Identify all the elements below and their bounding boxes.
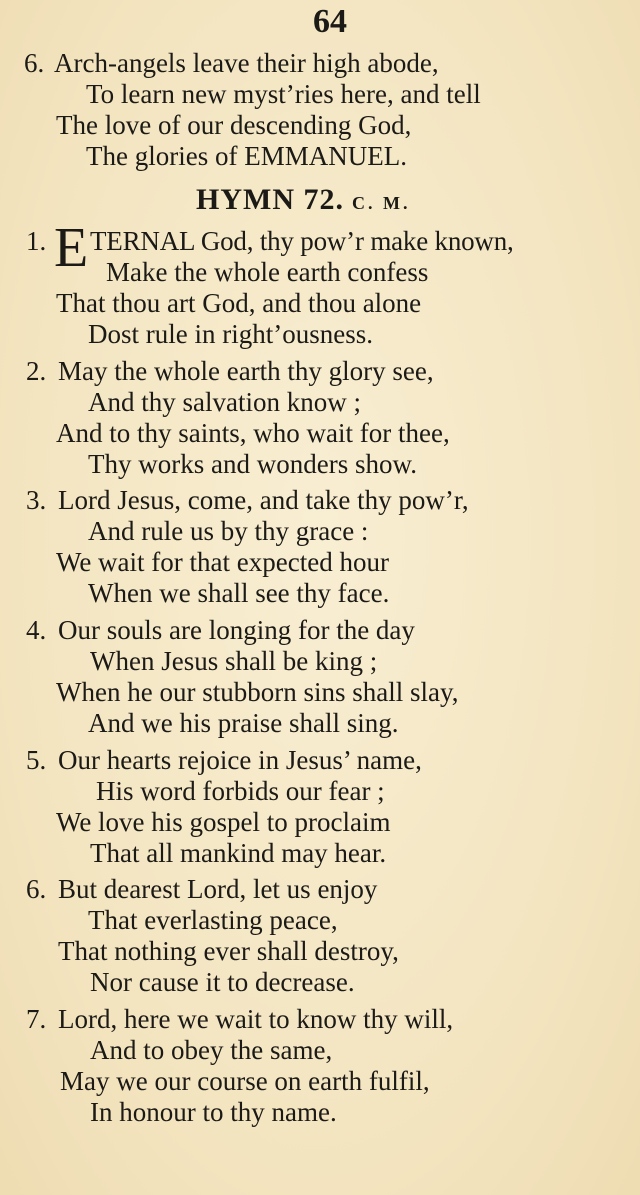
verse-4-line-4: And we his praise shall sing. <box>88 708 399 738</box>
verse-7-line-2: And to obey the same, <box>90 1035 333 1065</box>
prev-verse-line-4: The glories of EMMANUEL. <box>86 141 407 171</box>
prev-verse-line-2: To learn new myst’ries here, and tell <box>86 79 481 109</box>
verse-7-line-4: In honour to thy name. <box>90 1097 337 1127</box>
verse-2-line-3: And to thy saints, who wait for thee, <box>56 418 450 448</box>
verse-4-line-1: 4. Our souls are longing for the day <box>26 615 415 645</box>
verse-5-line-2: His word forbids our fear ; <box>96 776 385 806</box>
prev-verse-line-3: The love of our descending God, <box>56 110 412 140</box>
hymn-meter: C. M. <box>351 193 411 213</box>
page-number: 64 <box>313 3 347 40</box>
verse-number: 6. <box>24 48 45 78</box>
verse-5-line-1: 5. Our hearts rejoice in Jesus’ name, <box>26 745 422 775</box>
verse-6-line-1: 6. But dearest Lord, let us enjoy <box>26 874 378 904</box>
verse-4-line-2: When Jesus shall be king ; <box>90 646 378 676</box>
verse-7-line-1: 7. Lord, here we wait to know thy will, <box>26 1004 454 1034</box>
verse-5-line-3: We love his gospel to proclaim <box>56 807 391 837</box>
hymn-title: HYMN 72. C. M. <box>196 183 411 216</box>
verse-3-line-2: And rule us by thy grace : <box>88 516 369 546</box>
verse-1-line-3: That thou art God, and thou alone <box>56 288 422 318</box>
verse-6-line-4: Nor cause it to decrease. <box>90 967 355 997</box>
verse-1-line-2: Make the whole earth confess <box>106 257 429 287</box>
verse-4-line-3: When he our stubborn sins shall slay, <box>56 677 459 707</box>
verse-3-line-1: 3. Lord Jesus, come, and take thy pow’r, <box>26 485 469 515</box>
verse-3-line-3: We wait for that expected hour <box>56 547 389 577</box>
verse-2-line-1: 2. May the whole earth thy glory see, <box>26 356 434 386</box>
verse-1-line-4: Dost rule in right’ousness. <box>88 319 373 349</box>
verse-6-line-2: That everlasting peace, <box>88 905 338 935</box>
verse-5-line-4: That all mankind may hear. <box>90 838 387 868</box>
verse-2-line-4: Thy works and wonders show. <box>88 449 417 479</box>
verse-1-line-1: TERNAL God, thy pow’r make known, <box>90 226 514 256</box>
verse-2-line-2: And thy salvation know ; <box>88 387 361 417</box>
verse-7-line-3: May we our course on earth fulfil, <box>60 1066 430 1096</box>
verse-1-number: 1. <box>26 226 47 256</box>
prev-verse-line-1: 6. Arch-angels leave their high abode, <box>24 48 439 78</box>
drop-cap: E <box>54 217 89 279</box>
verse-6-line-3: That nothing ever shall destroy, <box>58 936 399 966</box>
verse-3-line-4: When we shall see thy face. <box>88 578 390 608</box>
